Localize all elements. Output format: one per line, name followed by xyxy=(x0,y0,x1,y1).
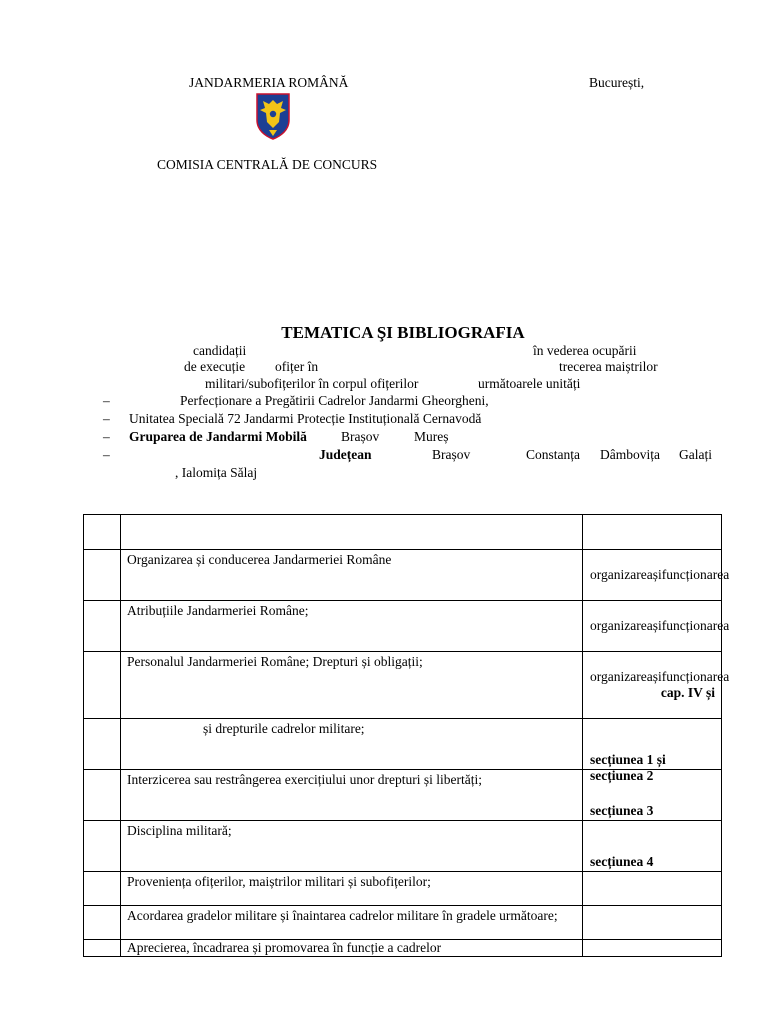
unit-item: Brașov xyxy=(432,447,471,462)
table-row xyxy=(84,719,722,770)
reference-chapter: cap. IV și xyxy=(660,685,715,700)
table-cell xyxy=(84,550,121,601)
table-row xyxy=(84,515,722,550)
reference-section: secțiunea 3 xyxy=(590,803,654,818)
topic-cell: Acordarea gradelor militare și înaintarea cadrelor militare în gradele următoare; xyxy=(121,906,583,940)
topic-cell: și drepturile cadrelor militare; xyxy=(121,719,583,770)
unit-item: Dâmbovița xyxy=(600,447,660,462)
table-cell xyxy=(583,872,722,906)
list-bullet: – xyxy=(103,429,110,444)
intro-text: ofițer în xyxy=(275,359,319,374)
list-bullet: – xyxy=(103,447,110,462)
reference-cell xyxy=(583,821,722,872)
reference-cell xyxy=(583,770,722,821)
unit-item: Brașov xyxy=(341,429,380,444)
reference-text: funcționarea xyxy=(661,669,730,684)
intro-text: următoarele unități xyxy=(478,376,581,391)
reference-text: organizarea xyxy=(590,618,653,633)
table-row xyxy=(84,872,722,906)
reference-section: secțiunea 4 xyxy=(590,854,654,869)
topic-cell: Proveniența ofițerilor, maiștrilor militari și subofițerilor; xyxy=(121,872,583,906)
coat-of-arms-icon xyxy=(255,92,291,140)
unit-item: , Ialomița Sălaj xyxy=(175,465,258,480)
institution-name: JANDARMERIA ROMÂNĂ xyxy=(189,75,349,90)
topic-cell: Disciplina militară; xyxy=(121,821,583,872)
reference-text: funcționarea xyxy=(661,567,730,582)
reference-text: organizarea xyxy=(590,567,653,582)
table-row xyxy=(84,821,722,872)
topic-cell: Aprecierea, încadrarea și promovarea în funcție a cadrelor xyxy=(121,940,583,957)
intro-text: de execuție xyxy=(184,359,246,374)
list-bullet: – xyxy=(103,411,110,426)
table-row xyxy=(84,652,722,719)
intro-text: trecerea maiștrilor xyxy=(559,359,658,374)
bibliography-table xyxy=(83,514,730,957)
unit-item: Mureș xyxy=(414,429,449,444)
table-cell xyxy=(583,940,722,957)
document-title: TEMATICA ŞI BIBLIOGRAFIA xyxy=(281,323,525,342)
commission-name: COMISIA CENTRALĂ DE CONCURS xyxy=(157,157,378,172)
unit-item-bold: Județean xyxy=(319,447,372,462)
topic-cell: Organizarea și conducerea Jandarmeriei Române xyxy=(121,550,583,601)
reference-text: organizarea xyxy=(590,669,653,684)
table-cell xyxy=(84,719,121,770)
reference-cell xyxy=(583,652,730,719)
reference-text: și xyxy=(652,669,662,684)
topic-cell: Personalul Jandarmeriei Române; Drepturi și obligații; xyxy=(121,652,583,719)
table-row xyxy=(84,601,722,652)
list-bullet: – xyxy=(103,393,110,408)
table-cell xyxy=(84,770,121,821)
reference-text: și xyxy=(652,567,662,582)
table-cell xyxy=(84,872,121,906)
table-cell xyxy=(84,906,121,940)
table-cell xyxy=(84,515,121,550)
unit-item: Constanța xyxy=(526,447,580,462)
table-cell xyxy=(84,652,121,719)
table-cell xyxy=(583,906,722,940)
reference-cell xyxy=(583,719,722,783)
unit-item: Unitatea Specială 72 Jandarmi Protecție Instituțională Cernavodă xyxy=(129,411,482,426)
table-row xyxy=(84,906,722,940)
table-cell xyxy=(84,821,121,872)
reference-text: și xyxy=(652,618,662,633)
unit-item: Galați xyxy=(679,447,712,462)
unit-item: Perfecționare a Pregătirii Cadrelor Jandarmi Gheorgheni, xyxy=(180,393,489,408)
reference-section: secțiunea 1 și secțiunea 2 xyxy=(590,752,666,783)
table-row xyxy=(84,940,722,957)
reference-cell xyxy=(583,601,730,652)
topic-cell: Atribuțiile Jandarmeriei Române; xyxy=(121,601,583,652)
intro-text: în vederea ocupării xyxy=(533,343,637,358)
intro-text: candidații xyxy=(193,343,247,358)
table-cell xyxy=(583,515,722,550)
unit-item-bold: Gruparea de Jandarmi Mobilă xyxy=(129,429,307,444)
table-cell xyxy=(84,940,121,957)
reference-text: funcționarea xyxy=(661,618,730,633)
reference-cell xyxy=(583,550,730,601)
intro-text: militari/subofițerilor în corpul ofițerilor xyxy=(205,376,419,391)
topic-cell: Interzicerea sau restrângerea exercițiului unor drepturi și libertăți; xyxy=(121,770,583,821)
table-cell xyxy=(121,515,583,550)
table-row xyxy=(84,770,722,821)
table-row xyxy=(84,550,722,601)
city-date: București, xyxy=(589,75,645,90)
table-cell xyxy=(84,601,121,652)
